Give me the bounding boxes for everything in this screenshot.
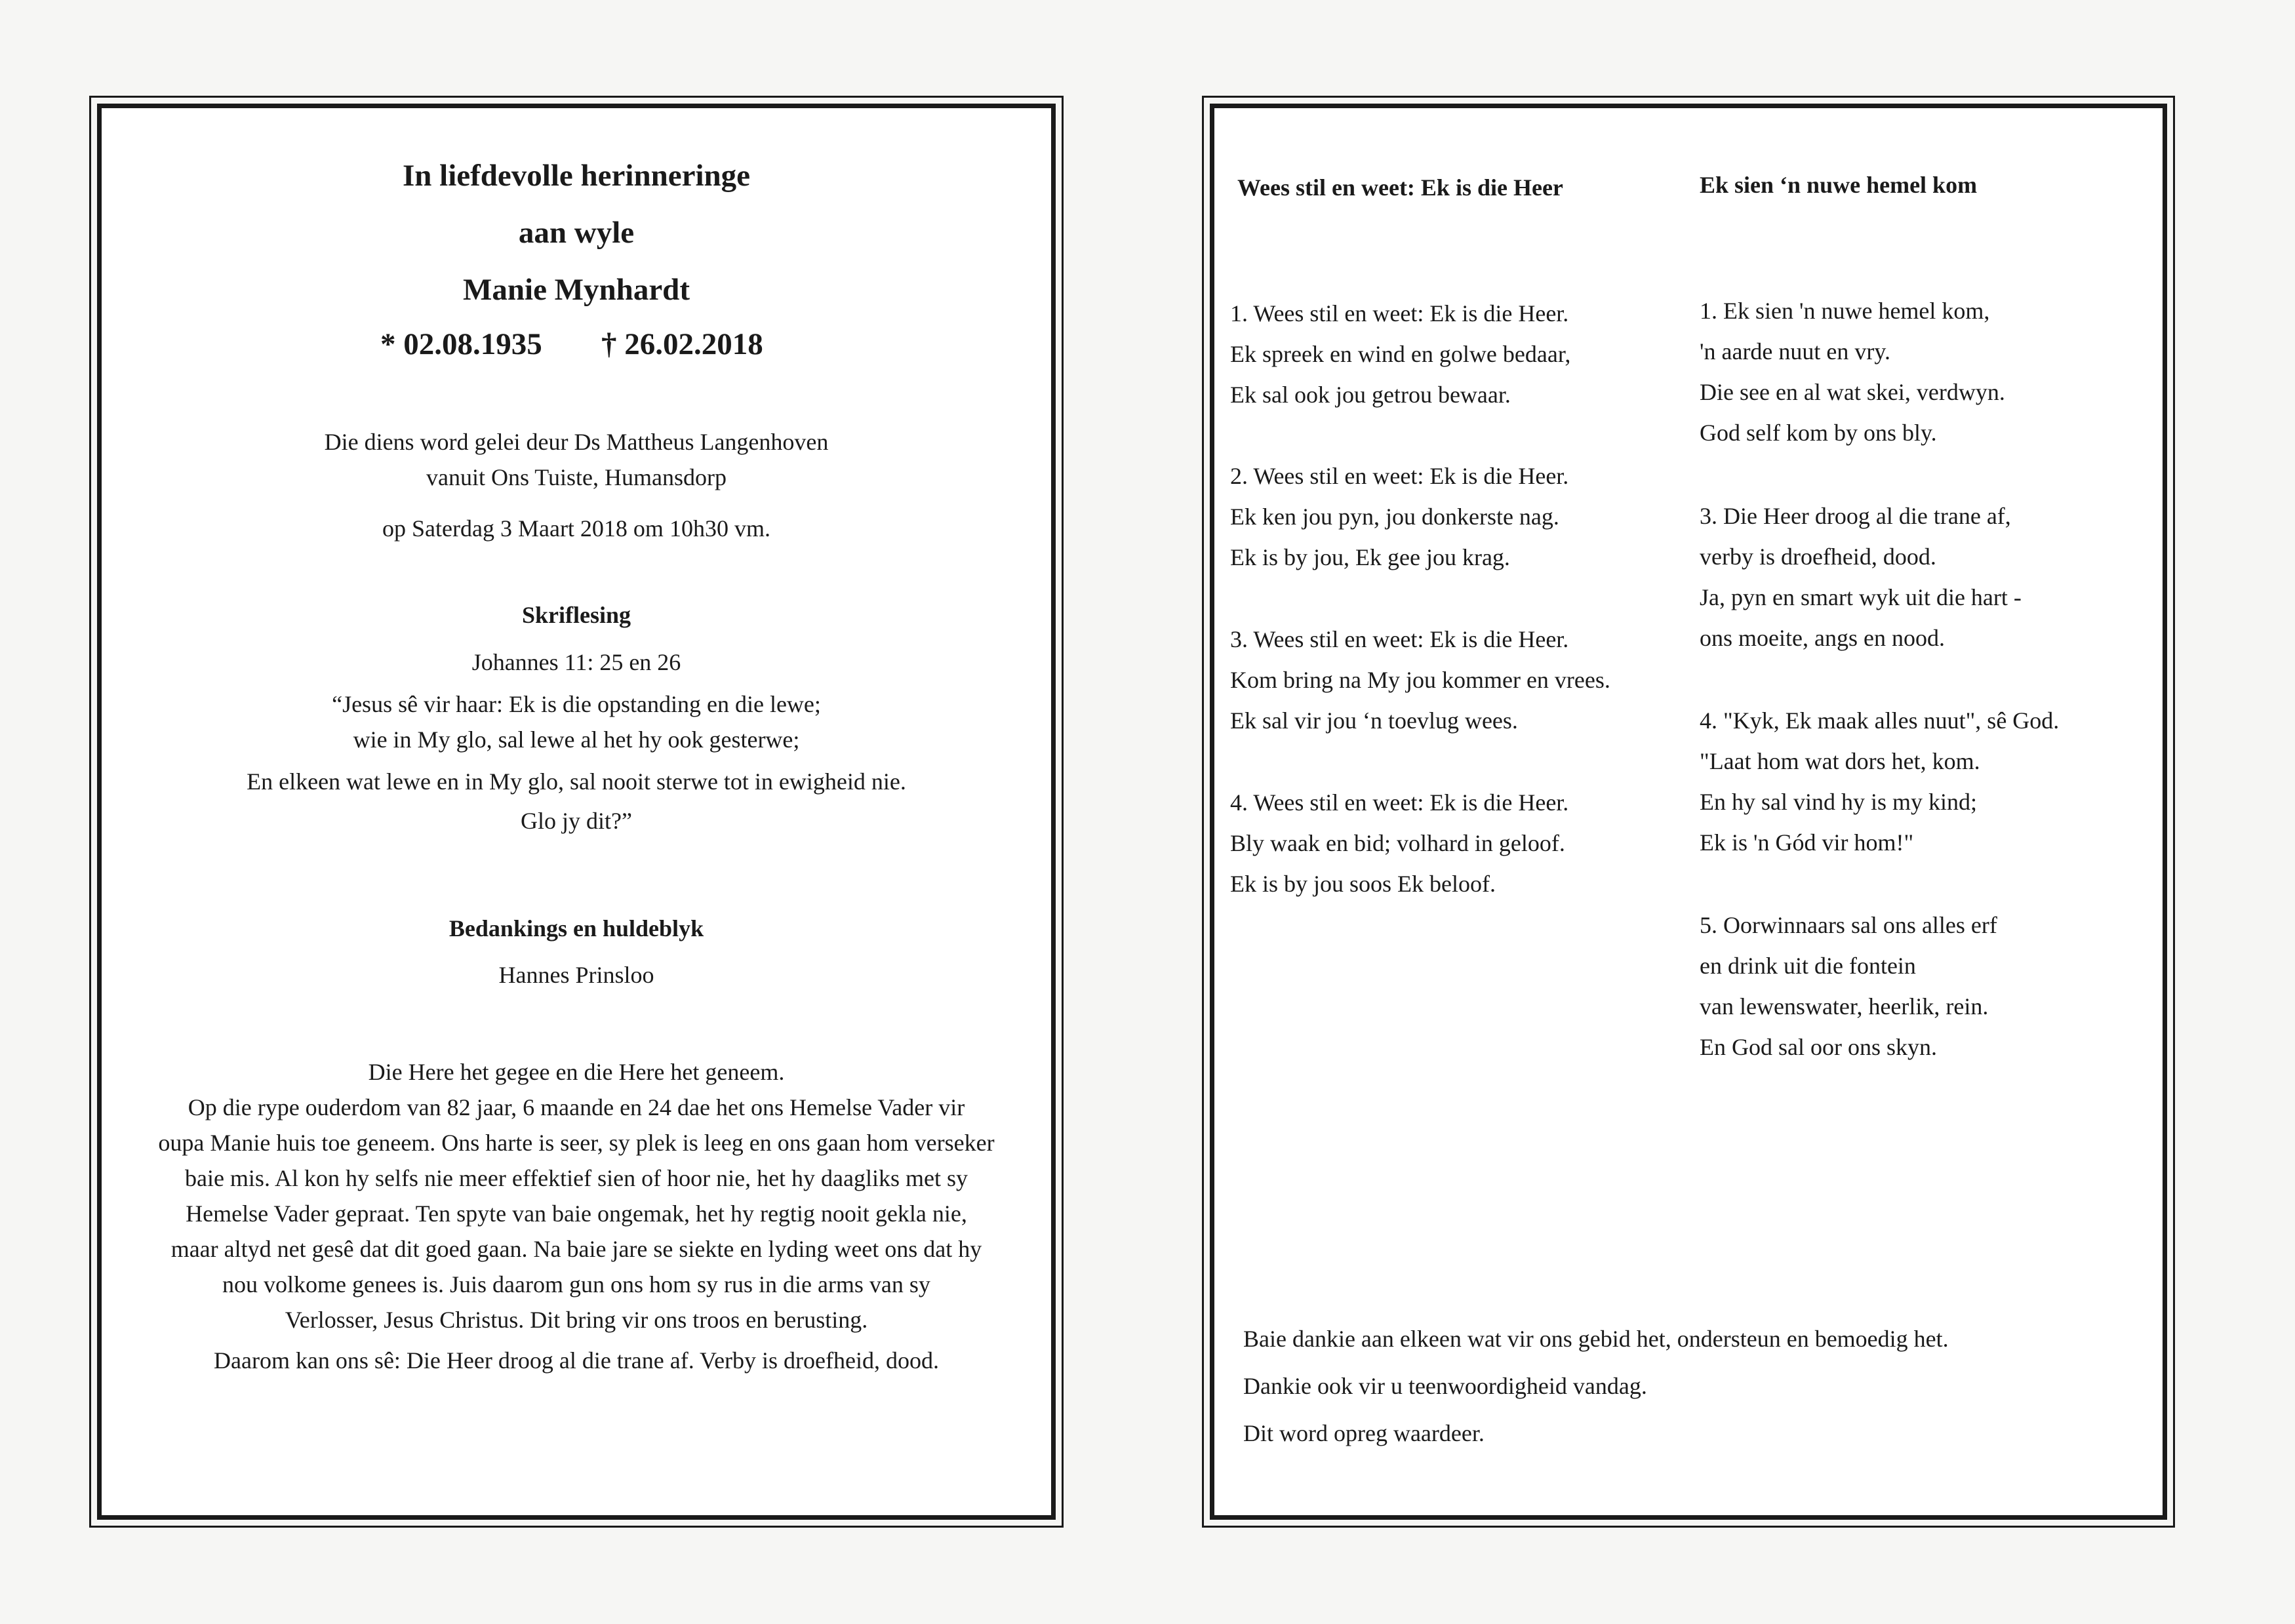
memorial-line-1: Die Here het gegee en die Here het geneem. [368, 1059, 785, 1085]
verse-line: 'n aarde nuut en vry. [1700, 338, 1891, 365]
memorial-title-line-2: aan wyle [518, 216, 635, 250]
verse-line: 5. Oorwinnaars sal ons alles erf [1700, 912, 1997, 938]
verse-line: 4. "Kyk, Ek maak alles nuut", sê God. [1700, 707, 2060, 734]
memorial-line-2: Op die rype ouderdom van 82 jaar, 6 maande en 24 dae het ons Hemelse Vader vir [188, 1094, 965, 1120]
deceased-name: Manie Mynhardt [463, 273, 690, 307]
verse-line: verby is droefheid, dood. [1700, 544, 1936, 570]
memorial-title-line-1: In liefdevolle herinneringe [402, 159, 750, 193]
memorial-line-3: oupa Manie huis toe geneem. Ons harte is seer, sy plek is leeg en ons gaan hom verseker [158, 1130, 995, 1156]
verse-line: Kom bring na My jou kommer en vrees. [1230, 667, 1610, 693]
verse-line: 3. Wees stil en weet: Ek is die Heer. [1230, 626, 1569, 652]
service-line-3: op Saterdag 3 Maart 2018 om 10h30 vm. [382, 515, 770, 542]
thanks-line-1: Baie dankie aan elkeen wat vir ons gebid het, ondersteun en bemoedig het. [1243, 1326, 1949, 1352]
verse-line: Ek is by jou, Ek gee jou krag. [1230, 544, 1510, 570]
song-1-verse-3 [1230, 619, 1610, 741]
verse-line: 3. Die Heer droog al die trane af, [1700, 503, 2011, 529]
verse-line: en drink uit die fontein [1700, 953, 1916, 979]
verse-line: En hy sal vind hy is my kind; [1700, 789, 1977, 815]
verse-line: Ja, pyn en smart wyk uit die hart - [1700, 584, 2022, 610]
left-page-panel [97, 104, 1056, 1520]
verse-line: Ek is by jou soos Ek beloof. [1230, 871, 1496, 897]
verse-line: 1. Ek sien 'n nuwe hemel kom, [1700, 298, 1990, 324]
song-2-verse-3 [1700, 496, 2022, 658]
verse-line: 2. Wees stil en weet: Ek is die Heer. [1230, 463, 1569, 489]
song-2-title: Ek sien ‘n nuwe hemel kom [1700, 172, 1978, 198]
song-1-title: Wees stil en weet: Ek is die Heer [1237, 174, 1563, 201]
song-1-verse-4 [1230, 782, 1568, 904]
verse-line: 4. Wees stil en weet: Ek is die Heer. [1230, 789, 1569, 816]
tribute-heading: Bedankings en huldeblyk [449, 915, 704, 941]
memorial-line-4: baie mis. Al kon hy selfs nie meer effektief sien of hoor nie, het hy daagliks met sy [184, 1165, 968, 1191]
verse-line: "Laat hom wat dors het, kom. [1700, 748, 1980, 774]
scripture-quote-line-4: Glo jy dit?” [521, 808, 632, 834]
verse-line: Ek sal ook jou getrou bewaar. [1230, 382, 1511, 408]
memorial-line-9: Daarom kan ons sê: Die Heer droog al die trane af. Verby is droefheid, dood. [214, 1347, 939, 1374]
verse-line: Ek spreek en wind en golwe bedaar, [1230, 341, 1571, 367]
birth-date: * 02.08.1935 [380, 327, 542, 361]
verse-line: ons moeite, angs en nood. [1700, 625, 1945, 651]
verse-line: Ek ken jou pyn, jou donkerste nag. [1230, 504, 1559, 530]
song-1-verse-1 [1230, 293, 1570, 415]
memorial-line-6: maar altyd net gesê dat dit goed gaan. Na baie jare se siekte en lyding weet ons dat hy [170, 1236, 982, 1262]
tribute-speaker: Hannes Prinsloo [498, 962, 654, 988]
right-page-panel [1210, 104, 2167, 1520]
thanks-line-3: Dit word opreg waardeer. [1243, 1420, 1485, 1446]
song-1-verse-2 [1230, 456, 1568, 578]
scripture-quote-line-3: En elkeen wat lewe en in My glo, sal nooit sterwe tot in ewigheid nie. [247, 768, 906, 795]
service-line-1: Die diens word gelei deur Ds Mattheus Langenhoven [324, 429, 829, 455]
service-line-2: vanuit Ons Tuiste, Humansdorp [426, 464, 727, 490]
death-date: † 26.02.2018 [601, 327, 763, 361]
scripture-heading: Skriflesing [521, 602, 631, 628]
verse-line: van lewenswater, heerlik, rein. [1700, 993, 1989, 1020]
scripture-quote-line-2: wie in My glo, sal lewe al het hy ook gesterwe; [353, 726, 800, 753]
memorial-line-7: nou volkome genees is. Juis daarom gun ons hom sy rus in die arms van sy [222, 1271, 930, 1297]
verse-line: Bly waak en bid; volhard in geloof. [1230, 830, 1565, 856]
song-2-verse-4 [1700, 700, 2059, 863]
memorial-line-8: Verlosser, Jesus Christus. Dit bring vir ons troos en berusting. [285, 1307, 868, 1333]
scripture-reference: Johannes 11: 25 en 26 [471, 649, 681, 675]
verse-line: En God sal oor ons skyn. [1700, 1034, 1937, 1060]
verse-line: Die see en al wat skei, verdwyn. [1700, 379, 2005, 405]
memorial-line-5: Hemelse Vader gepraat. Ten spyte van baie ongemak, het hy regtig nooit gekla nie, [186, 1200, 967, 1227]
song-2-verse-5 [1700, 905, 1997, 1067]
verse-line: God self kom by ons bly. [1700, 420, 1937, 446]
thanks-line-2: Dankie ook vir u teenwoordigheid vandag. [1243, 1373, 1647, 1399]
verse-line: Ek is 'n Gód vir hom!" [1700, 829, 1914, 856]
song-2-verse-1 [1700, 290, 2005, 453]
scripture-quote-line-1: “Jesus sê vir haar: Ek is die opstanding en die lewe; [332, 691, 821, 717]
verse-line: 1. Wees stil en weet: Ek is die Heer. [1230, 300, 1569, 327]
verse-line: Ek sal vir jou ‘n toevlug wees. [1230, 707, 1518, 734]
